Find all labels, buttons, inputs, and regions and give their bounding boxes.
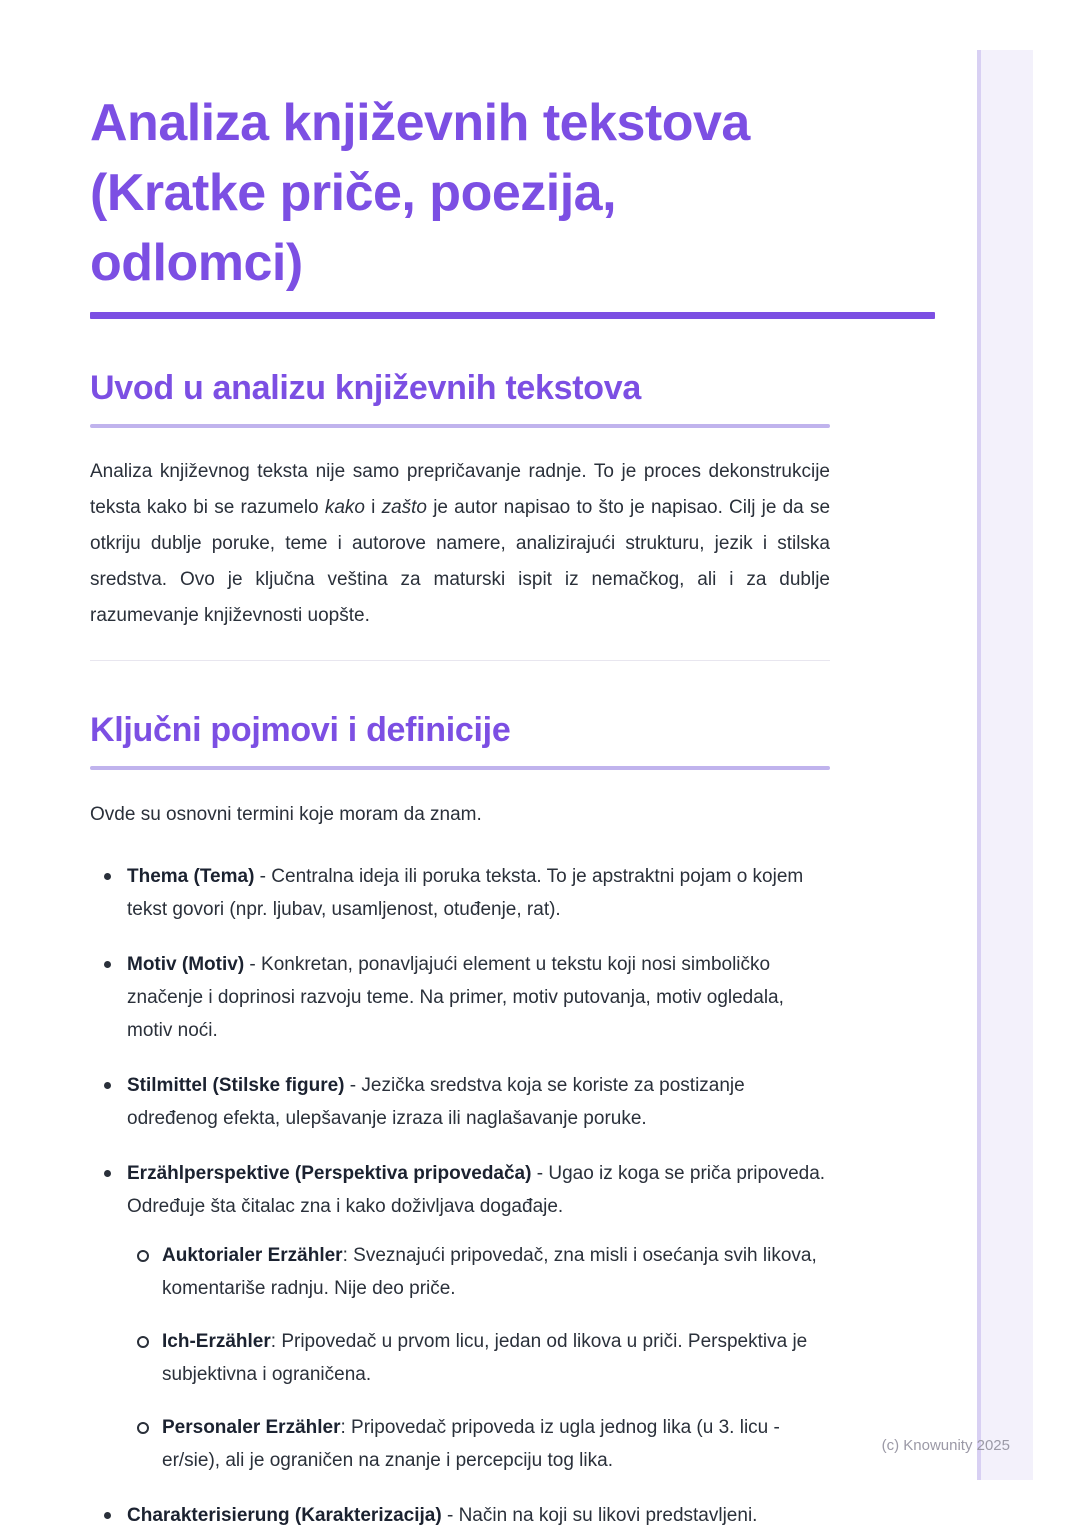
term-separator: - (244, 954, 262, 975)
key-terms-lead: Ovde su osnovni termini koje moram da znam. (90, 804, 482, 825)
intro-paragraph-segment: je autor napisao to što je napisao. Cilj je da se otkriju dublje poruke, teme i autorove namere, analizirajući strukturu, jezik i stilska sredstva. Ovo je ključna veština za maturski ispit iz nemačkog, ali i za dublje razumevanje književnosti uopšte. (90, 497, 831, 626)
key-terms-list (90, 860, 830, 1532)
intro-paragraph-segment: i (364, 497, 382, 518)
term-definition: Konkretan, ponavljajući element u tekstu koji nosi simboličko značenje i doprinosi razvoju teme. Na primer, motiv putovanja, motiv ogledala, motiv noći. (127, 954, 784, 1041)
term-definition: Način na koji su likovi predstavljeni. (458, 1505, 758, 1526)
page-title-line-1: Analiza književnih tekstova (90, 94, 750, 152)
sublist-item (127, 1325, 830, 1391)
term-separator: : (342, 1245, 354, 1266)
term-separator: - (531, 1163, 549, 1184)
term-label: Erzählperspektive (Perspektiva pripovedača) (127, 1163, 532, 1184)
term-separator: : (340, 1417, 352, 1438)
page-title-line-2: (Kratke priče, poezija, (90, 164, 617, 222)
section-key-terms (90, 711, 945, 1532)
right-margin-stripe (977, 50, 1033, 1480)
term-separator: : (270, 1331, 282, 1352)
term-definition: Pripovedač u prvom licu, jedan od likova u priči. Perspektiva je subjektivna i ograničena. (162, 1331, 808, 1385)
term-label: Motiv (Motiv) (127, 954, 245, 975)
term-separator: - (344, 1075, 362, 1096)
list-item (90, 1069, 830, 1135)
intro-paragraph (90, 454, 830, 634)
term-definition: Pripovedač pripoveda iz ugla jednog lika (u 3. licu - er/sie), ali je ograničen na znanje i percepciju tog lika. (162, 1417, 780, 1471)
term-label: Personaler Erzähler (162, 1417, 341, 1438)
term-label: Charakterisierung (Karakterizacija) (127, 1505, 442, 1526)
intro-paragraph-italic: zašto (381, 497, 427, 518)
list-item (90, 1157, 830, 1477)
term-definition: Jezička sredstva koja se koriste za postizanje određenog efekta, ulepšavanje izraza ili naglašavanje poruke. (127, 1075, 745, 1129)
page-title-line-3: odlomci) (90, 234, 303, 292)
section-key-terms-underline (90, 766, 830, 770)
intro-paragraph-segment: Analiza književnog teksta nije samo prepričavanje radnje. To je proces dekonstrukcije teksta kako bi se razumelo (90, 461, 830, 518)
term-label: Stilmittel (Stilske figure) (127, 1075, 345, 1096)
page-title (90, 88, 870, 298)
section-intro (90, 369, 945, 634)
section-divider (90, 660, 830, 661)
section-intro-heading: Uvod u analizu književnih tekstova (90, 369, 641, 407)
term-definition: Sveznajući pripovedač, zna misli i osećanja svih likova, komentariše radnju. Nije deo priče. (162, 1245, 817, 1299)
term-separator: - (254, 866, 272, 887)
term-definition: Centralna ideja ili poruka teksta. To je apstraktni pojam o kojem tekst govori (npr. ljubav, usamljenost, otuđenje, rat). (127, 866, 804, 920)
term-label: Thema (Tema) (127, 866, 255, 887)
term-label: Ich-Erzähler (162, 1331, 271, 1352)
term-definition: Ugao iz koga se priča pripoveda. Određuje šta čitalac zna i kako doživljava događaje. (127, 1163, 826, 1217)
term-separator: - (441, 1505, 459, 1526)
term-label: Auktorialer Erzähler (162, 1245, 343, 1266)
title-rule (90, 312, 935, 319)
section-key-terms-heading: Ključni pojmovi i definicije (90, 711, 511, 749)
list-item (90, 948, 830, 1047)
section-intro-underline (90, 424, 830, 428)
intro-paragraph-italic: kako (324, 497, 365, 518)
sublist-item (127, 1239, 830, 1305)
list-item (90, 1499, 830, 1532)
copyright-notice: (c) Knowunity 2025 (881, 1437, 1010, 1454)
list-item (90, 860, 830, 926)
